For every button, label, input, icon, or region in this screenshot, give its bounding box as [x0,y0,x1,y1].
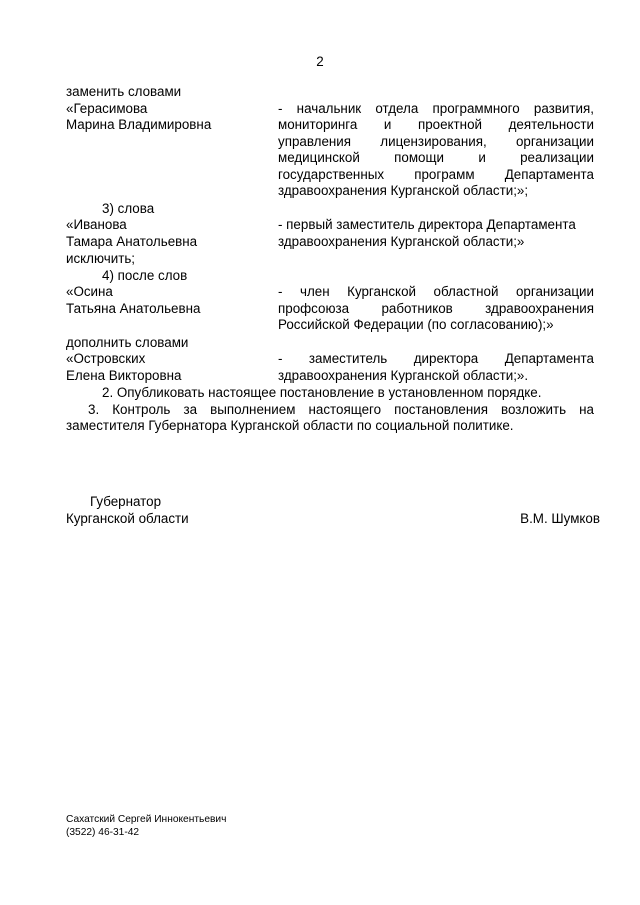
given-names: Тамара Анатольевна [66,233,198,249]
position-line: - первый заместитель директора Департамента [278,217,576,232]
person-position [278,351,594,384]
person-entry-ostrovskikh [66,351,594,384]
given-names: Марина Владимировна [66,117,212,132]
surname: «Иванова [66,217,127,232]
person-entry-ivanova [66,217,594,250]
add-words-line: дополнить словами [66,334,189,350]
page-number: 2 [316,54,324,69]
surname: «Осина [66,284,113,299]
given-names: Татьяна Анатольевна [66,300,201,316]
position-line: профсоюза работников здравоохранения [278,300,594,316]
person-entry-gerasimova [66,101,594,200]
person-position [278,217,594,250]
executor-name: Сахатский Сергей Иннокентьевич [66,814,227,825]
person-position [278,101,594,200]
position-line: здравоохранения Курганской области;»; [278,183,529,198]
paragraph-3: 3. Контроль за выполнением настоящего постановления возложить на заместителя Губернатора Курганской области по социальной политике. [66,401,594,433]
person-name [66,351,278,384]
position-line: - начальник отдела программного развития, [278,100,594,116]
position-line: - член Курганской областной организации [278,284,594,299]
person-position [278,284,594,334]
position-line: - заместитель директора Департамента [278,351,594,366]
surname: «Герасимова [66,100,148,116]
person-name [66,217,278,250]
person-entry-osina [66,284,594,334]
signatory-title-line2: Курганской области [66,511,189,526]
position-line: управления лицензирования, организации [278,133,594,149]
person-name [66,101,278,200]
person-name [66,284,278,334]
position-line: государственных программ Департамента [278,166,594,182]
given-names: Елена Викторовна [66,367,182,383]
executor-phone: (3522) 46-31-42 [66,827,140,838]
exclude-line: исключить; [66,251,136,266]
executor-info [66,813,226,839]
signature-block [66,494,600,528]
item-3: 3) слова [102,200,155,216]
position-line: мониторинга и проектной деятельности [278,117,594,132]
surname: «Островских [66,351,146,366]
position-line: медицинской помощи и реализации [278,150,594,165]
item-4: 4) после слов [102,267,188,283]
signatory-title-line1: Губернатор [90,494,162,509]
position-line: Российской Федерации (по согласованию);» [278,317,554,332]
replace-with-line: заменить словами [66,84,182,99]
position-line: здравоохранения Курганской области;» [278,233,525,249]
position-line: здравоохранения Курганской области;». [278,367,529,383]
paragraph-2: 2. Опубликовать настоящее постановление в установленном порядке. [102,385,542,400]
document-body [66,84,594,435]
signatory-name: В.М. Шумков [520,511,600,526]
